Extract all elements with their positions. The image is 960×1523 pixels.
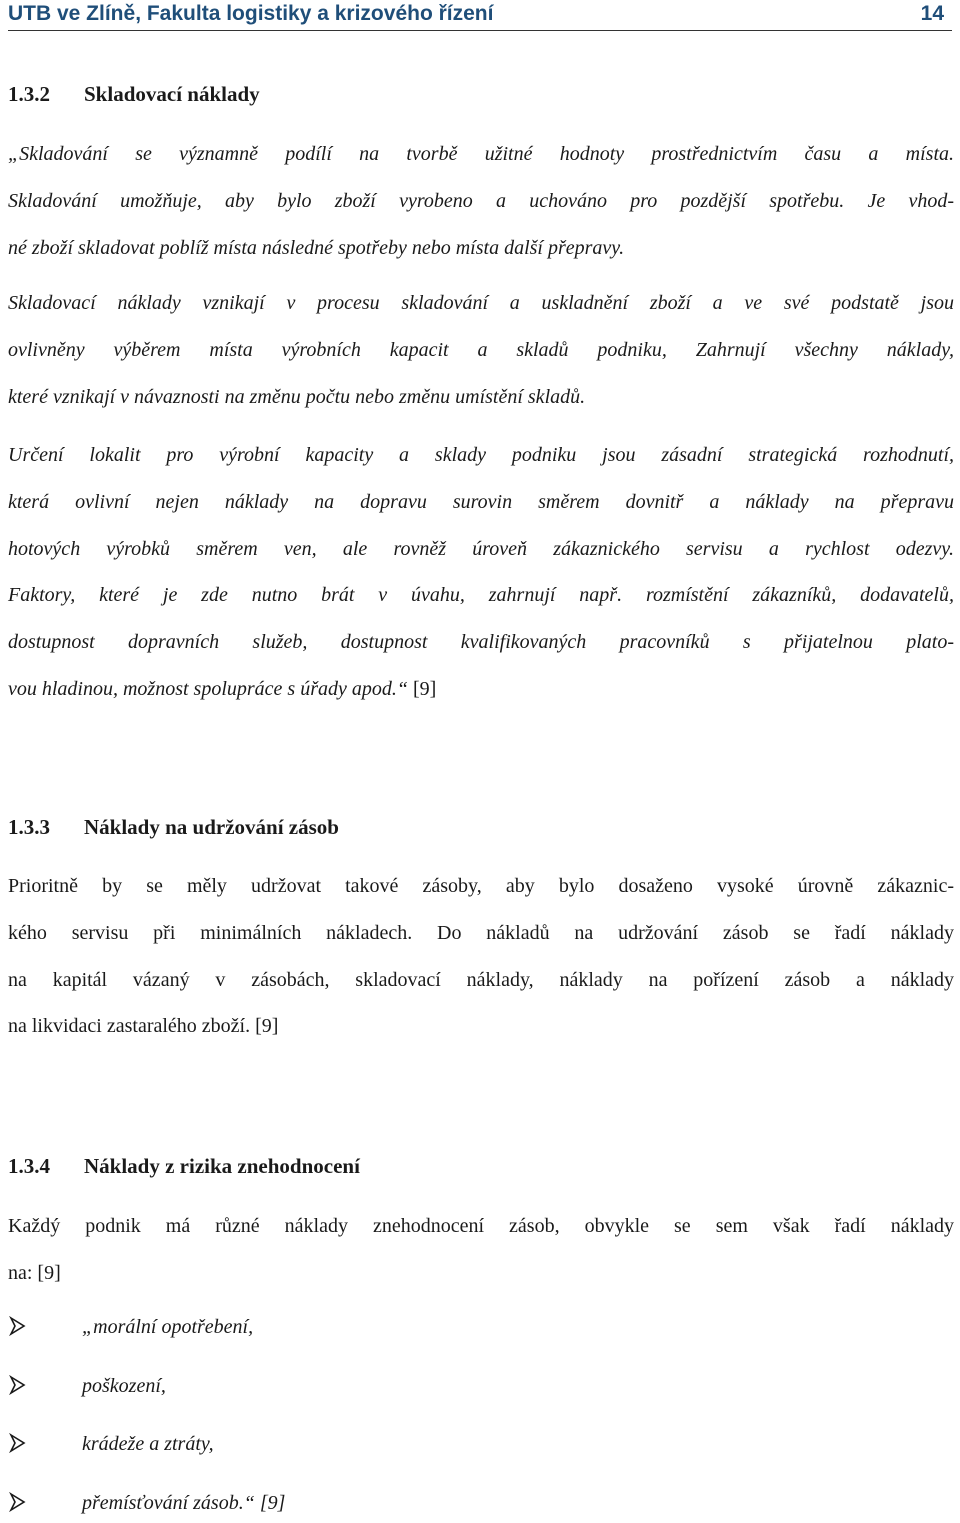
text-line: hotových výrobků směrem ven, ale rovněž úroveň zákaznického servisu a rychlost odezvy.: [8, 537, 954, 560]
text-line: ovlivněny výběrem místa výrobních kapacit a skladů podniku, Zahrnují všechny náklady,: [8, 338, 954, 361]
text-line: né zboží skladovat poblíž místa následné spotřeby nebo místa další přepravy.: [8, 236, 625, 259]
text-line: dostupnost dopravních služeb, dostupnost kvalifikovaných pracovníků s přijatelnou plato-: [8, 631, 954, 654]
text-line: na kapitál vázaný v zásobách, skladovací náklady, náklady na pořízení zásob a náklady: [8, 968, 954, 991]
text-line: Určení lokalit pro výrobní kapacity a sklady podniku jsou zásadní strategická rozhodnutí,: [8, 444, 954, 466]
arrow-bullet-icon: [8, 1375, 82, 1398]
paragraph-quote-intro: [8, 131, 954, 271]
list-item: [8, 1316, 253, 1339]
section-heading-1-3-3: [8, 815, 339, 840]
text-line: která ovlivní nejen náklady na dopravu surovin směrem dovnitř a náklady na přepravu: [8, 490, 954, 513]
arrow-bullet-icon: [8, 1492, 82, 1515]
text-line: které vznikají v návaznosti na změnu počtu nebo změnu umístění skladů.: [8, 385, 586, 408]
page-header: [8, 0, 952, 31]
list-item: [8, 1492, 285, 1515]
text-line: Skladovací náklady vznikají v procesu skladování a uskladnění zboží a ve své podstatě jsou: [8, 292, 954, 314]
text-line: kého servisu při minimálních nákladech. Do nákladů na udržování zásob se řadí náklady: [8, 921, 954, 944]
text-line: „Skladování se významně podílí na tvorbě užitné hodnoty prostřednictvím času a místa.: [8, 143, 954, 165]
paragraph-inventory-holding: [8, 863, 954, 1050]
text-line-body: vou hladinou, možnost spolupráce s úřady apod.“: [8, 677, 408, 700]
paragraph-storage-costs: [8, 280, 954, 420]
section-heading-1-3-4: [8, 1154, 360, 1179]
section-number: 1.3.2: [8, 82, 50, 106]
text-line: na: [9]: [8, 1261, 61, 1284]
header-title: UTB ve Zlíně, Fakulta logistiky a krizového řízení: [8, 2, 494, 25]
section-heading-1-3-2: [8, 82, 260, 107]
paragraph-location-decisions: [8, 432, 954, 713]
list-item: [8, 1375, 166, 1398]
section-title: Náklady z rizika znehodnocení: [84, 1154, 360, 1178]
section-title: Náklady na udržování zásob: [84, 815, 339, 839]
text-line: na likvidaci zastaralého zboží. [9]: [8, 1015, 279, 1038]
section-number: 1.3.4: [8, 1154, 50, 1178]
page-number: 14: [920, 2, 944, 25]
list-item-text: krádeže a ztráty,: [82, 1433, 214, 1455]
paragraph-depreciation-risk: [8, 1203, 954, 1297]
text-line: Skladování umožňuje, aby bylo zboží vyrobeno a uchováno pro pozdější spotřebu. Je vhod-: [8, 189, 954, 212]
section-title: Skladovací náklady: [84, 82, 260, 106]
text-line: [8, 666, 954, 713]
list-item-text: poškození,: [82, 1375, 166, 1397]
list-item-text: přemísťování zásob.“ [9]: [82, 1492, 286, 1514]
text-line: Každý podnik má různé náklady znehodnocení zásob, obvykle se sem však řadí náklady: [8, 1215, 954, 1237]
list-item: [8, 1433, 214, 1456]
citation: [9]: [408, 677, 437, 700]
arrow-bullet-icon: [8, 1433, 82, 1456]
section-number: 1.3.3: [8, 815, 50, 839]
text-line: Faktory, které je zde nutno brát v úvahu, zahrnují např. rozmístění zákazníků, dodavatelů,: [8, 584, 954, 607]
text-line: Prioritně by se měly udržovat takové zásoby, aby bylo dosaženo vysoké úrovně zákaznic-: [8, 875, 954, 897]
list-item-text: „morální opotřebení,: [82, 1316, 254, 1338]
arrow-bullet-icon: [8, 1316, 82, 1339]
